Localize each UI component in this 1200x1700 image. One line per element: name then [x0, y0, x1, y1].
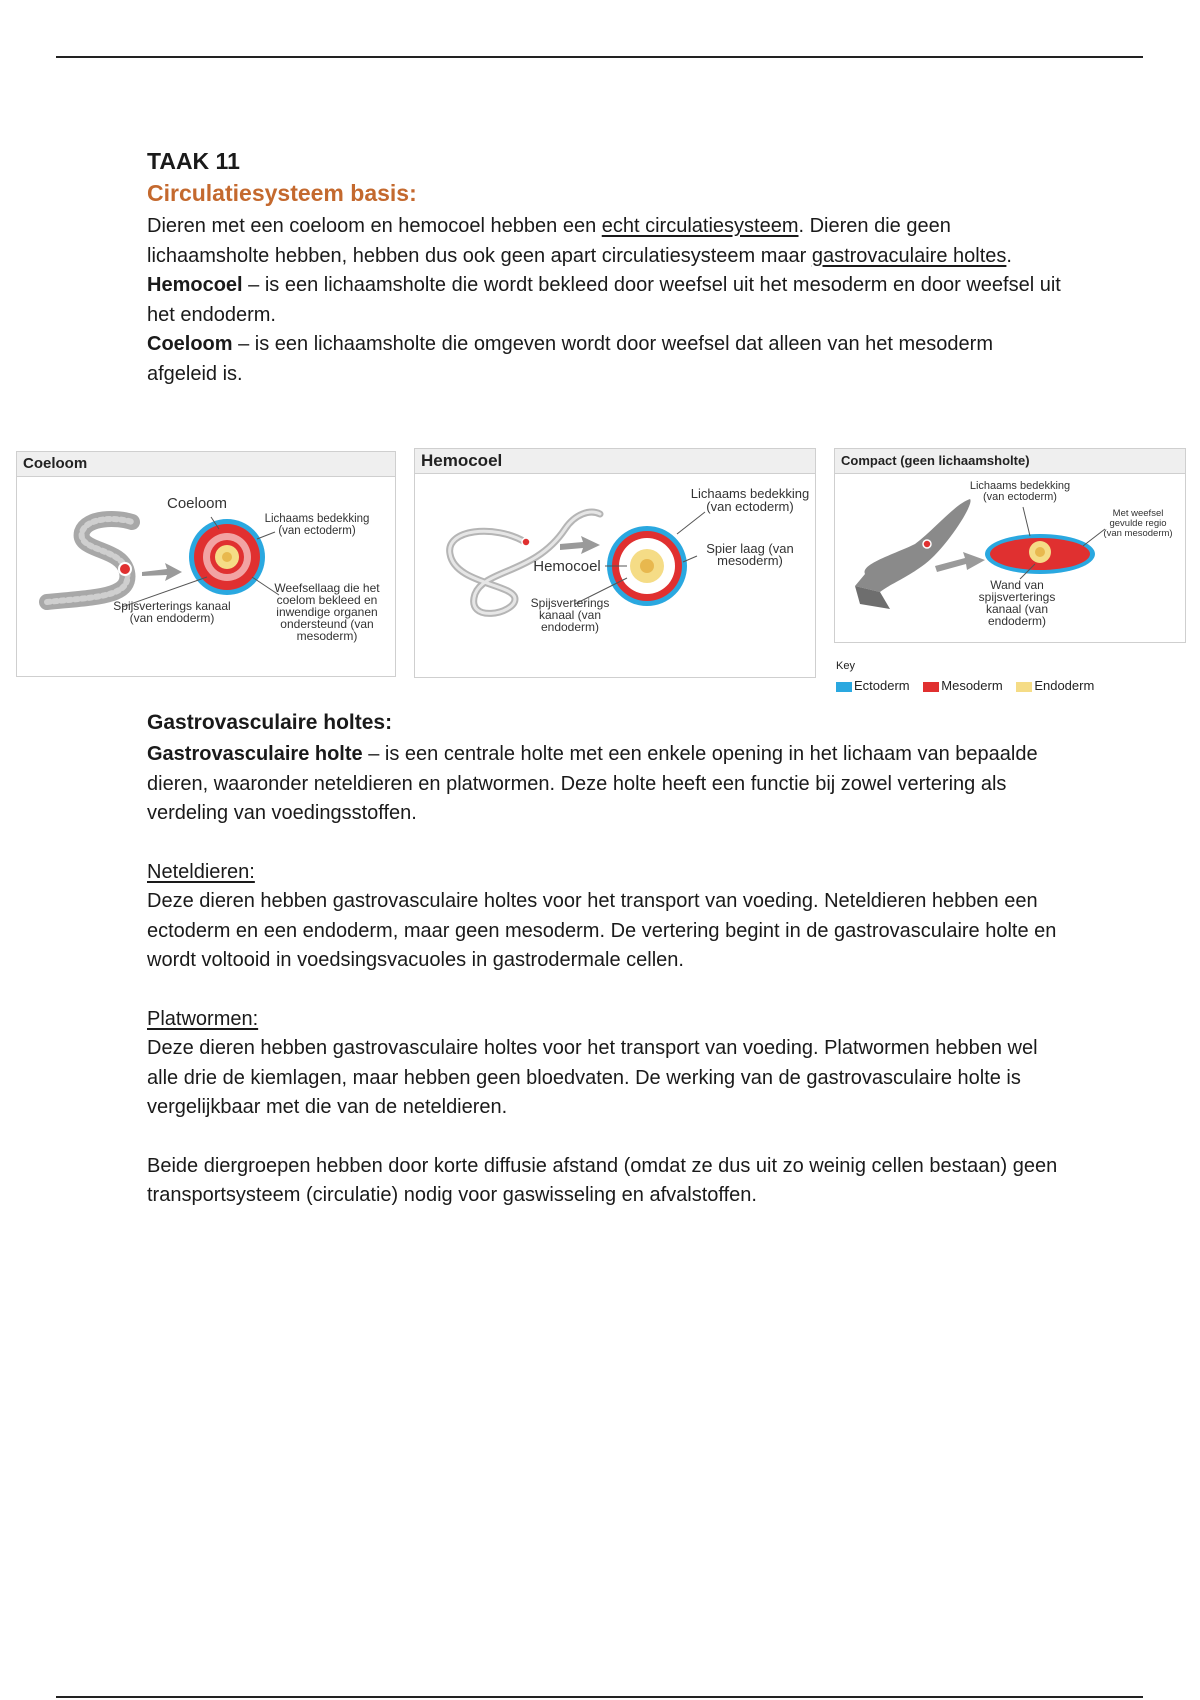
flatworm-text: Deze dieren hebben gastrovasculaire holtes voor het transport van voeding. Platwormen hebben wel alle drie de kiemlagen, maar hebben geen bloedvaten. De werking van de gastrovasculaire holte is vergelijkbaar met die van de neteldieren.: [147, 1037, 1038, 1118]
gastro-section: [147, 708, 1067, 1211]
task-title: TAAK 11: [147, 148, 240, 174]
legend-item-ectoderm: Ectoderm: [836, 678, 910, 693]
intro-underline-2: gastrovaculaire holtes: [811, 244, 1007, 267]
legend-item-mesoderm: Mesoderm: [923, 678, 1002, 693]
intro-text-b: . Dieren die geen lichaamsholte hebben, hebben dus ook geen apart circulatiesysteem maar: [147, 215, 951, 267]
hemocoel-panel-title: Hemocoel: [415, 449, 815, 474]
worm-section-marker: [522, 538, 530, 546]
coeloom-def-text: – is een lichaamsholte die omgeven wordt door weefsel dat alleen van het mesoderm afgeleid is.: [147, 333, 993, 385]
muscle-label-1: Spier laag (van: [706, 541, 794, 556]
conclusion-text: Beide diergroepen hebben door korte diffusie afstand (omdat ze dus uit zo weinig cellen bestaan) geen transportsysteem (circulatie) nodig voor gaswisseling en afvalstoffen.: [147, 1154, 1058, 1206]
gastro-heading: Gastrovasculaire holtes:: [147, 711, 393, 734]
bottom-rule: [56, 1696, 1143, 1698]
muscle-label-2: mesoderm): [717, 553, 783, 568]
tissue-label-5: mesoderm): [296, 629, 358, 643]
intro-section: [147, 146, 1067, 389]
cnidaria-text: Deze dieren hebben gastrovasculaire holtes voor het transport van voeding. Neteldieren hebben een ectoderm en een endoderm, maar geen mesoderm. De vertering begint in de gastrovasculaire holte en wordt voltooid in voedsingsvacuoles in gastrodermale cellen.: [147, 890, 1057, 971]
gut-lumen: [1035, 547, 1045, 557]
fill-label-3: (van mesoderm): [1103, 528, 1173, 539]
hemocoel-term: Hemocoel: [147, 274, 243, 296]
legend: [836, 678, 1104, 693]
fill-label-1: Met weefsel: [1112, 508, 1164, 519]
hemocoel-diagram: [415, 474, 815, 677]
gut-label-1: Spijsverterings: [530, 596, 610, 610]
gut-lumen: [222, 552, 232, 562]
wall-label-2: spijsverterings: [978, 590, 1056, 604]
body-cavity-figures: [14, 446, 1189, 716]
top-rule: [56, 56, 1143, 58]
gastro-term: Gastrovasculaire holte: [147, 743, 363, 765]
coeloom-panel-title: Coeloom: [17, 452, 395, 477]
cover-label-1: Lichaams bedekking: [969, 480, 1071, 492]
intro-paragraph: [147, 212, 1067, 271]
gut-label-2: (van endoderm): [129, 611, 215, 625]
hemocoel-def-text: – is een lichaamsholte die wordt bekleed door weefsel uit het mesoderm en door weefsel uit het endoderm.: [147, 274, 1061, 326]
tissue-label-2: coelom bekleed en: [276, 593, 378, 607]
fill-label-2: gevulde regio: [1109, 518, 1167, 529]
gut-label-3: endoderm): [540, 620, 600, 634]
intro-underline-1: echt circulatiesysteem: [601, 215, 799, 237]
worm-section-marker: [119, 563, 131, 575]
coeloom-definition: [147, 330, 1067, 389]
arrow-icon: [142, 563, 182, 581]
coeloom-term: Coeloom: [147, 333, 233, 355]
gut-label-2: kanaal (van: [538, 608, 602, 622]
mesoderm-swatch: [923, 682, 939, 692]
cover-label-1: Lichaams bedekking: [264, 513, 370, 525]
section-title: Circulatiesysteem basis:: [147, 180, 417, 206]
ectoderm-swatch: [836, 682, 852, 692]
gut-lumen: [640, 559, 654, 573]
intro-text-c: .: [1006, 244, 1012, 267]
gastro-definition: [147, 740, 1067, 829]
wall-label-3: kanaal (van: [985, 602, 1049, 616]
compact-panel-title: Compact (geen lichaamsholte): [835, 449, 1185, 474]
wall-label-1: Wand van: [990, 578, 1044, 592]
coeloom-diagram: [17, 477, 395, 676]
hemocoel-label: Hemocoel: [533, 558, 601, 575]
coeloom-panel: [16, 451, 396, 677]
cover-label-2: (van ectoderm): [983, 491, 1057, 503]
gastro-def-text: – is een centrale holte met een enkele opening in het lichaam van bepaalde dieren, waaronder neteldieren en platwormen. Deze holte heeft een functie bij zowel vertering als verdeling van voedingsstoffen.: [147, 743, 1038, 824]
cover-label-1: Lichaams bedekking: [690, 486, 810, 501]
intro-text-a: Dieren met een coeloom en hemocoel hebben een: [147, 215, 602, 237]
cover-label-2: (van ectoderm): [278, 525, 356, 537]
legend-title: Key: [836, 660, 855, 672]
hemocoel-definition: [147, 271, 1067, 330]
coeloom-label: Coeloom: [166, 495, 228, 512]
gut-label-1: Spijsverterings kanaal: [113, 599, 231, 613]
arrow-icon: [935, 552, 985, 572]
tissue-label-3: inwendige organen: [276, 605, 378, 619]
tissue-label-4: ondersteund (van: [280, 617, 374, 631]
tissue-label-1: Weefsellaag die het: [274, 581, 380, 595]
arrow-icon: [560, 536, 600, 554]
hemocoel-panel: [414, 448, 816, 678]
flatworm-body: [855, 499, 971, 592]
compact-panel: [834, 448, 1186, 643]
wall-label-4: endoderm): [987, 614, 1047, 628]
worm-section-marker: [923, 540, 931, 548]
cover-label-2: (van ectoderm): [706, 499, 794, 514]
compact-diagram: [835, 474, 1185, 642]
flatworm-heading: Platwormen:: [147, 1007, 259, 1030]
cnidaria-heading: Neteldieren:: [147, 860, 255, 883]
endoderm-swatch: [1016, 682, 1032, 692]
legend-item-endoderm: Endoderm: [1016, 678, 1094, 693]
